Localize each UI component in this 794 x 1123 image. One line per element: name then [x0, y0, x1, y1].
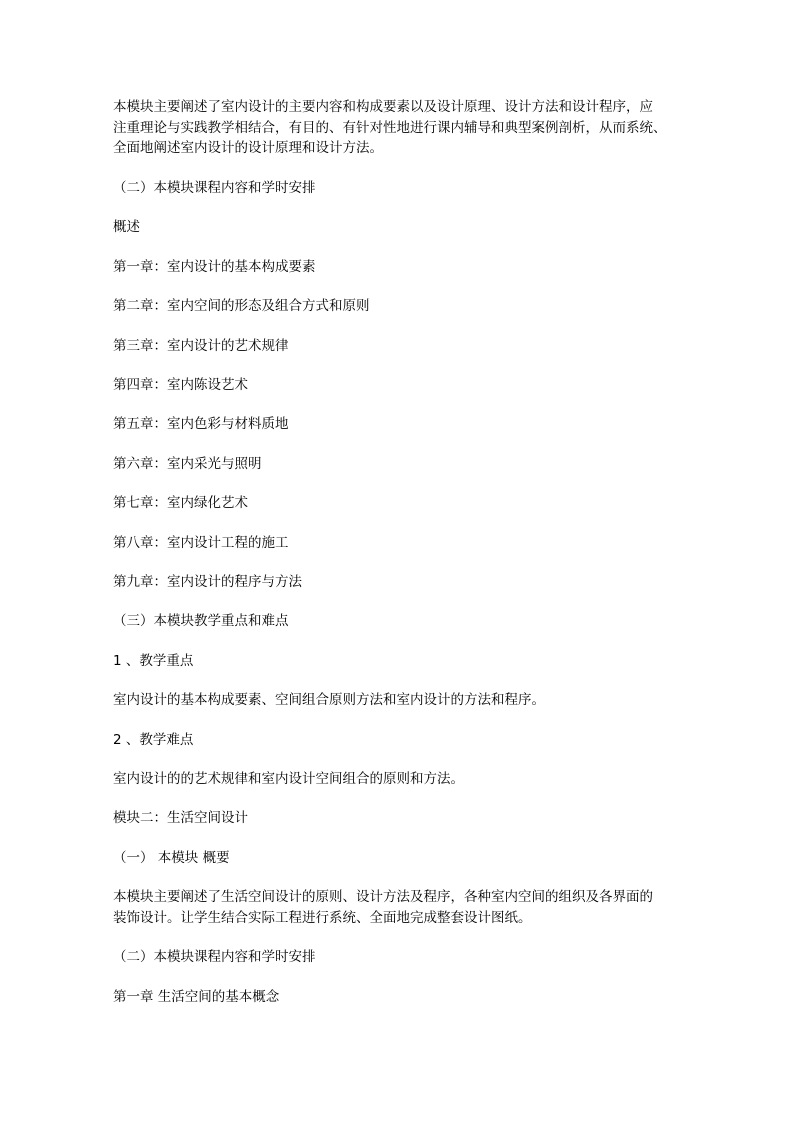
section-2-heading: （二）本模块课程内容和学时安排	[113, 180, 316, 196]
chapter-2: 第二章：室内空间的形态及组合方式和原则	[113, 298, 370, 314]
chapter-4: 第四章：室内陈设艺术	[113, 377, 248, 393]
intro-paragraph-line-2: 注重理论与实践教学相结合，有目的、有针对性地进行课内辅导和典型案例剖析，从而系统、	[113, 119, 667, 136]
key-points-text: 室内设计的基本构成要素、空间组合原则方法和室内设计的方法和程序。	[113, 692, 545, 708]
intro-paragraph-line-3: 全面地阐述室内设计的设计原理和设计方法。	[113, 140, 383, 156]
module-2-paragraph-line-2: 装饰设计。让学生结合实际工程进行系统、全面地完成整套设计图纸。	[113, 909, 532, 926]
intro-paragraph-line-1: 本模块主要阐述了室内设计的主要内容和构成要素以及设计原理、设计方法和设计程序，应	[113, 99, 653, 115]
difficulties-text: 室内设计的的艺术规律和室内设计空间组合的原则和方法。	[113, 771, 464, 787]
module-2-paragraph	[113, 887, 688, 928]
module-2-section-2-heading: （二）本模块课程内容和学时安排	[113, 949, 316, 965]
intro-paragraph	[113, 97, 688, 159]
overview-heading: 概述	[113, 219, 140, 235]
chapter-9: 第九章：室内设计的程序与方法	[113, 574, 302, 590]
chapter-8: 第八章：室内设计工程的施工	[113, 535, 289, 551]
chapter-6: 第六章：室内采光与照明	[113, 456, 262, 472]
module-2-overview-heading: （一） 本模块 概要	[113, 850, 230, 866]
module-2-title: 模块二：生活空间设计	[113, 810, 248, 826]
module-2-chapter-1: 第一章 生活空间的基本概念	[113, 989, 280, 1005]
difficulties-heading: 2 、教学难点	[113, 732, 194, 748]
chapter-7: 第七章：室内绿化艺术	[113, 495, 248, 511]
chapter-3: 第三章：室内设计的艺术规律	[113, 338, 289, 354]
section-3-heading: （三）本模块教学重点和难点	[113, 613, 289, 629]
module-2-paragraph-line-1: 本模块主要阐述了生活空间设计的原则、设计方法及程序，各种室内空间的组织及各界面的	[113, 889, 653, 905]
key-points-heading: 1 、教学重点	[113, 653, 194, 669]
chapter-5: 第五章：室内色彩与材料质地	[113, 416, 289, 432]
chapter-1: 第一章：室内设计的基本构成要素	[113, 259, 316, 275]
